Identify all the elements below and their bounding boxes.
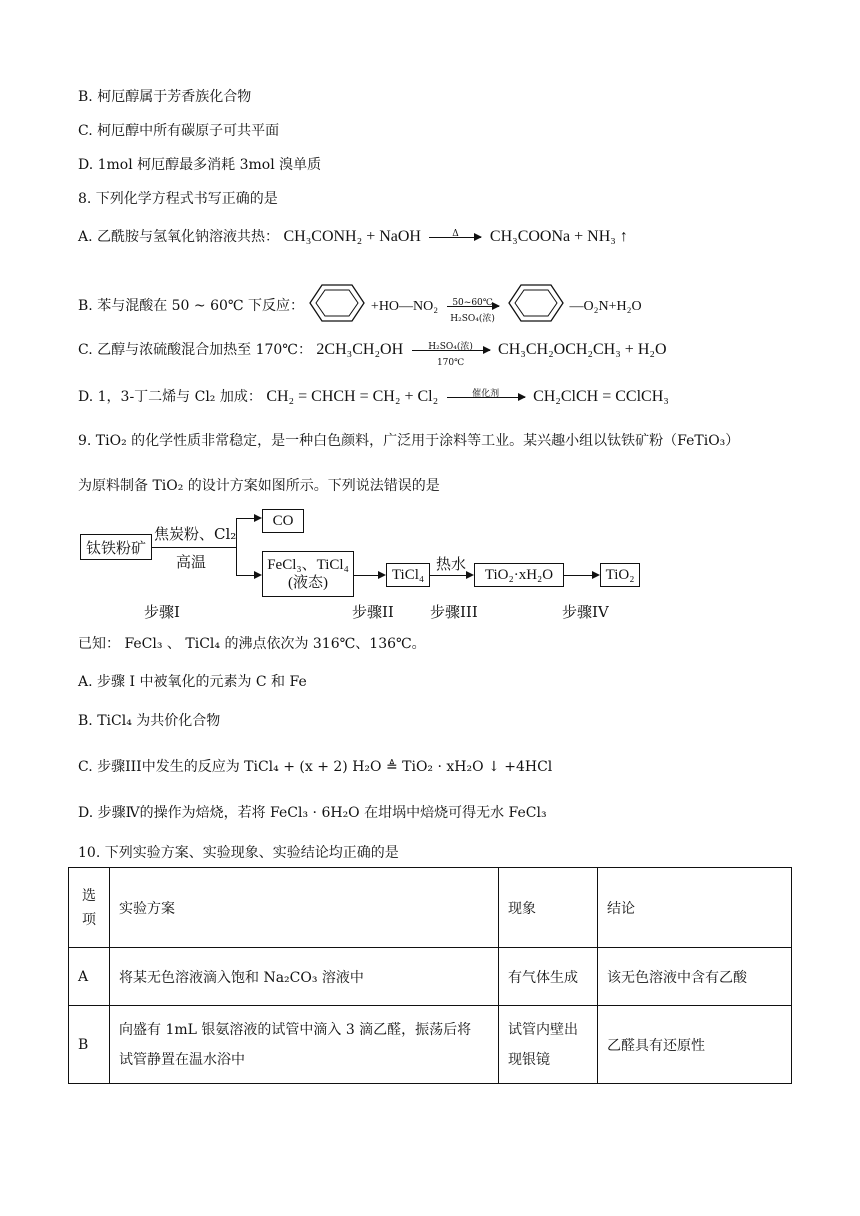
start-box: 钛铁粉矿	[80, 534, 152, 560]
header-plan: 实验方案	[110, 868, 499, 948]
mixture-line2: (液态)	[288, 575, 328, 591]
q9-option-d: D. 步骤Ⅳ的操作为焙烧，若将 FeCl₃ · 6H₂O 在坩埚中焙烧可得无水 FeCl₃	[78, 805, 547, 821]
mixture-line1: FeCl₃、TiCl₄	[267, 557, 349, 573]
q8d-right: CH₂ClCH = CClCH₃	[533, 388, 669, 405]
header-option: 选 项	[69, 868, 110, 948]
q7-option-b: B. 柯厄醇属于芳香族化合物	[78, 89, 252, 105]
q8a-right: CH₃COONa + NH₃ ↑	[489, 228, 628, 245]
row-b-plan-line1: 向盛有 1mL 银氨溶液的试管中滴入 3 滴乙醛，振荡后将	[119, 1021, 472, 1038]
q9-stem-line1: 9. TiO₂ 的化学性质非常稳定，是一种白色颜料，广泛用于涂料等工业。某兴趣小组以钛铁矿粉（FeTiO₃）	[78, 433, 740, 449]
q8-stem: 8. 下列化学方程式书写正确的是	[78, 191, 278, 207]
q9-known: 已知： FeCl₃ 、 TiCl₄ 的沸点依次为 316℃、136℃。	[78, 636, 426, 652]
q8c-arrow	[412, 341, 490, 368]
row-b-option: B	[69, 1006, 110, 1084]
row-b-plan	[110, 1006, 499, 1084]
row-a-phenomenon: 有气体生成	[499, 948, 598, 1006]
header-phenomenon: 现象	[499, 868, 598, 948]
nitrobenzene-ring-icon	[507, 283, 565, 329]
step3-label: 步骤III	[430, 603, 478, 621]
experiment-table	[68, 867, 792, 1084]
table-row	[69, 948, 792, 1006]
reagent-label: 焦炭粉、Cl₂	[154, 525, 237, 543]
q8c-text: C. 乙醇与浓硫酸混合加热至 170℃：	[78, 342, 312, 358]
q8c-left: 2CH₃CH₂OH	[316, 341, 404, 358]
q8-option-b	[78, 283, 642, 329]
q8a-text: A. 乙酰胺与氢氧化钠溶液共热：	[78, 229, 280, 245]
benzene-ring-icon	[308, 283, 366, 329]
step2-label: 步骤II	[352, 603, 394, 621]
row-b-phenomenon	[499, 1006, 598, 1084]
step1-label: 步骤I	[144, 603, 180, 621]
q8b-arrow	[447, 297, 499, 324]
q8c-cond-bottom: 170℃	[436, 357, 465, 368]
co-box: CO	[262, 509, 304, 533]
q9-option-c: C. 步骤III中发生的反应为 TiCl₄ + (x + 2) H₂O ≜ TiO₂ · xH₂O ↓ +4HCl	[78, 759, 553, 775]
q7-option-c: C. 柯厄醇中所有碳原子可共平面	[78, 123, 280, 139]
header-conclusion: 结论	[598, 868, 792, 948]
q9-stem-line2: 为原料制备 TiO₂ 的设计方案如图所示。下列说法错误的是	[78, 478, 440, 494]
q8-option-c	[78, 340, 667, 368]
mixture-box	[262, 551, 354, 597]
table-header-row	[69, 868, 792, 948]
q8d-cond: 催化剂	[472, 388, 500, 399]
ticl4-box: TiCl₄	[386, 563, 430, 587]
q8d-arrow	[447, 388, 525, 399]
q8a-arrow	[429, 228, 481, 239]
q8b-reagent: +HO—NO₂	[370, 299, 439, 314]
q9-option-a: A. 步骤 I 中被氧化的元素为 C 和 Fe	[78, 674, 307, 690]
table-row	[69, 1006, 792, 1084]
condition-label: 高温	[176, 553, 207, 571]
tio2-box: TiO₂	[600, 563, 640, 587]
row-a-option: A	[69, 948, 110, 1006]
q10-stem: 10. 下列实验方案、实验现象、实验结论均正确的是	[78, 845, 399, 861]
hydrate-box: TiO₂·xH₂O	[474, 563, 564, 587]
q8-option-d	[78, 387, 669, 407]
q8b-product: —O₂N+H₂O	[569, 299, 642, 314]
q8-option-a	[78, 227, 628, 247]
q7-option-d: D. 1mol 柯厄醇最多消耗 3mol 溴单质	[78, 157, 322, 173]
q8d-left: CH₂ = CHCH = CH₂ + Cl₂	[266, 388, 439, 405]
q8c-right: CH₃CH₂OCH₂CH₃ + H₂O	[498, 341, 667, 358]
row-a-plan: 将某无色溶液滴入饱和 Na₂CO₃ 溶液中	[110, 948, 499, 1006]
q8a-left: CH₃CONH₂ + NaOH	[283, 228, 421, 245]
row-b-plan-line2: 试管静置在温水浴中	[119, 1051, 245, 1068]
q9-option-b: B. TiCl₄ 为共价化合物	[78, 713, 221, 729]
q8c-cond-top: H₂SO₄(浓)	[428, 341, 473, 352]
row-b-conclusion: 乙醛具有还原性	[598, 1006, 792, 1084]
row-b-phenomenon-line1: 试管内壁出	[508, 1021, 578, 1038]
q8b-text: B. 苯与混酸在 50 ~ 60℃ 下反应：	[78, 298, 305, 314]
q8a-cond: Δ	[452, 228, 459, 239]
step4-label: 步骤IV	[562, 603, 609, 621]
water-label: 热水	[436, 555, 467, 573]
process-flow-diagram	[78, 505, 678, 620]
q8d-text: D. 1，3-丁二烯与 Cl₂ 加成：	[78, 389, 262, 405]
q8b-cond-top: 50~60℃	[452, 297, 493, 308]
row-b-phenomenon-line2: 现银镜	[508, 1051, 550, 1068]
row-a-conclusion: 该无色溶液中含有乙酸	[598, 948, 792, 1006]
q8b-cond-bottom: H₂SO₄(浓)	[450, 313, 495, 324]
